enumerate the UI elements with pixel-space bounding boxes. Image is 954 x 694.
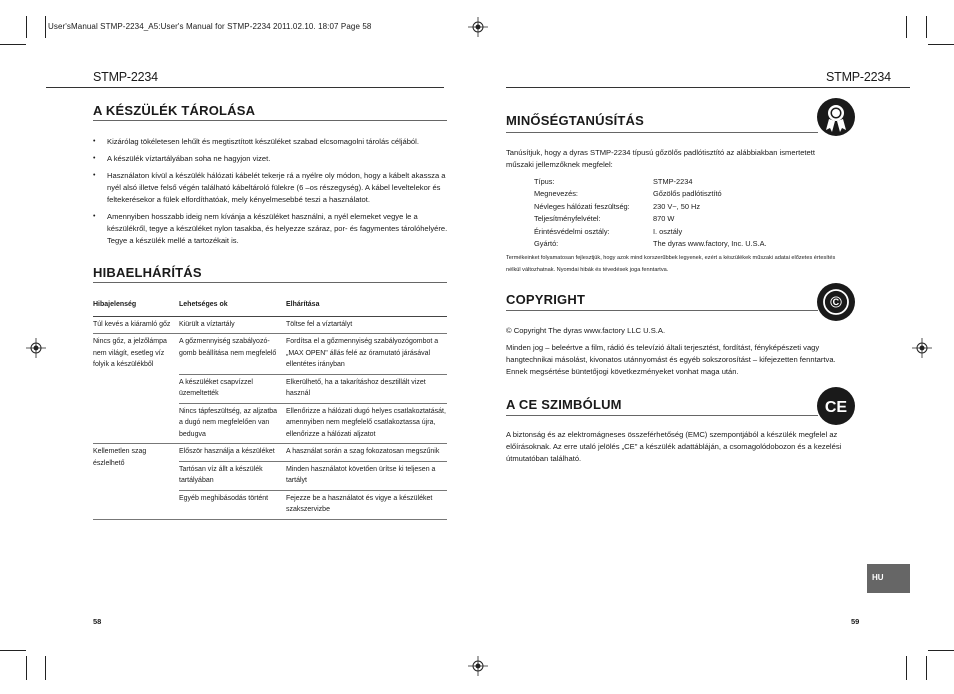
spec-value: The dyras www.factory, Inc. U.S.A. — [653, 239, 767, 249]
fix-cell: Elkerülhető, ha a takarításhoz desztillált vizet használ — [286, 374, 447, 403]
crop-mark — [928, 44, 954, 45]
crop-mark — [45, 656, 46, 680]
problem-cell: Nincs gőz, a jelzőlámpa nem világít, esetleg víz folyik a készülékből — [93, 334, 179, 444]
list-item: • Kizárólag tökéletesen lehűlt és megtisztított készüléket szabad elcsomagolni tárolás céljából. — [93, 136, 449, 148]
copyright-title-rule — [506, 310, 818, 311]
troubleshooting-title-rule — [93, 282, 447, 283]
fix-cell: Töltse fel a víztartályt — [286, 316, 447, 334]
spec-value: I. osztály — [653, 226, 683, 236]
spec-value: STMP-2234 — [653, 177, 693, 186]
registration-mark-icon — [26, 338, 46, 358]
crop-mark — [906, 16, 907, 38]
list-item: • Használaton kívül a készülék hálózati kábelét tekerje rá a nyélre oly módon, hogy a kábelt akassza a nyél alsó illetve felső végén található kábeltároló fülekre (6 –os részegység). A kábel leveltelekor és feltekerésekor a fülek elfordíthatóak, mely kényelmesebbé teszi a használatot. — [93, 170, 449, 206]
copyright-title: COPYRIGHT — [506, 292, 586, 307]
table-row — [93, 334, 447, 375]
header-rule-left — [46, 87, 444, 88]
copyright-symbol: © — [830, 294, 842, 312]
column-header: Hibajelenség — [93, 297, 179, 316]
spec-table — [534, 176, 767, 250]
list-item: • A készülék víztartályában soha ne hagyjon vizet. — [93, 153, 449, 165]
crop-mark — [926, 16, 927, 38]
fix-cell: A használat során a szag fokozatosan megszűnik — [286, 444, 447, 462]
storage-title: A KÉSZÜLÉK TÁROLÁSA — [93, 103, 256, 118]
crop-mark — [26, 16, 27, 38]
spec-value: 230 V~, 50 Hz — [653, 201, 701, 211]
table-row — [534, 176, 767, 188]
cause-cell: A készüléket csapvízzel üzemeltették — [179, 374, 286, 403]
copyright-symbol-icon — [816, 282, 856, 322]
copyright-text: Minden jog – beleértve a film, rádió és televízió általi terjesztést, fordítást, fényképészeti vagy hangtechnikai másolást, kivonatos utánnyomást és egyéb sokszorosítást – kifejezetten fenntartva. Ennek megsértése büntetőjogi következményeket vonhat maga után. — [506, 343, 836, 376]
crop-mark — [928, 650, 954, 651]
cause-cell: Először használja a készüléket — [179, 444, 286, 462]
cause-cell: A gőzmennyiség szabályozó-gomb beállítása nem megfelelő — [179, 334, 286, 375]
table-row — [93, 316, 447, 334]
crop-mark — [926, 656, 927, 680]
spec-label: Gyártó: — [534, 239, 559, 249]
spec-label: Típus: — [534, 177, 555, 186]
problem-cell: Túl kevés a kiáramló gőz — [93, 316, 179, 334]
troubleshooting-table — [93, 297, 447, 520]
page-number-left: 58 — [93, 617, 102, 626]
table-row — [534, 213, 767, 225]
header-rule-right — [506, 87, 910, 88]
spec-value: 870 W — [653, 214, 675, 224]
crop-mark — [906, 656, 907, 680]
language-tab-label: HU — [872, 573, 884, 582]
fix-cell: Minden használatot követően ürítse ki teljesen a tartályt — [286, 461, 447, 490]
cause-cell: Egyéb meghibásodás történt — [179, 490, 286, 519]
storage-bullets — [93, 136, 449, 252]
registration-mark-icon — [912, 338, 932, 358]
quality-note: Termékeinket folyamatosan fejlesztjük, hogy azok mind korszerűbbek legyenek, ezért a készülékek műszaki adatai előzetes értesítés nélkül változhatnak. Nyomdai hibák és tévedések joga fenntartva. — [506, 255, 836, 273]
column-header: Lehetséges ok — [179, 297, 286, 316]
column-header: Elhárítása — [286, 297, 447, 316]
table-row — [93, 444, 447, 462]
registration-mark-icon — [468, 656, 488, 676]
storage-title-rule — [93, 120, 447, 121]
ce-symbol: CE — [824, 399, 848, 416]
spec-label: Teljesítményfelvétel: — [534, 214, 601, 224]
registration-mark-icon — [468, 17, 488, 37]
cause-cell: Kiürült a víztartály — [179, 316, 286, 334]
cause-cell: Nincs tápfeszültség, az aljzatba a dugó nem megfelelően van bedugva — [179, 403, 286, 444]
table-row — [534, 226, 767, 238]
quality-title: MINŐSÉGTANÚSÍTÁS — [506, 113, 645, 128]
model-header-left: STMP-2234 — [93, 70, 158, 84]
spec-value: Gőzölős padlótisztító — [653, 189, 722, 199]
quality-title-rule — [506, 132, 818, 133]
spec-label: Névleges hálózati feszültség: — [534, 201, 630, 211]
ce-text: A biztonság és az elektromágneses összeférhetőség (EMC) szempontjából a készülék megfelel az előírásoknak. Az erre utaló jelölés „CE" a készülék adattábláján, a csomagolódobozon és a kezelési útmutatóban található. — [506, 430, 842, 463]
fix-cell: Fordítsa el a gőzmennyiség szabályozógombot a „MAX OPEN" állás felé az óramutató járásával ellentétes irányban — [286, 334, 447, 375]
crop-mark — [0, 650, 26, 651]
ce-mark-icon — [816, 386, 856, 426]
crop-mark — [26, 656, 27, 680]
table-row — [534, 188, 767, 200]
ce-title: A CE SZIMBÓLUM — [506, 397, 622, 412]
print-slug: User'sManual STMP-2234_A5:User's Manual for STMP-2234 2011.02.10. 18:07 Page 58 — [48, 22, 372, 31]
cause-cell: Tartósan víz állt a készülék tartályában — [179, 461, 286, 490]
table-row — [534, 201, 767, 213]
model-header-right: STMP-2234 — [826, 70, 891, 84]
ce-title-rule — [506, 415, 818, 416]
fix-cell: Ellenőrizze a hálózati dugó helyes csatlakoztatását, amennyiben nem megfelelő csatlakoztassa újra, ellenőrizze a hálózati aljzatot — [286, 403, 447, 444]
page-number-right: 59 — [851, 617, 860, 626]
quality-intro: Tanúsítjuk, hogy a dyras STMP-2234 típusú gőzölős padlótisztító az alábbiakban ismertetett műszaki jellemzőknek megfelel: — [506, 148, 815, 169]
problem-cell: Kellemetlen szag észlelhető — [93, 444, 179, 520]
ribbon-badge-icon — [816, 97, 856, 137]
list-item: • Amennyiben hosszabb ideig nem kívánja a készüléket használni, a nyél elemeket vegye le a készülékről, tegye a készüléket nylon tasakba, és helyezze száraz, por- és fagymentes tárolóhelyére. Tegye a készülék mellé a tartozékait is. — [93, 211, 449, 247]
crop-mark — [45, 16, 46, 38]
troubleshooting-title: HIBAELHÁRÍTÁS — [93, 265, 202, 280]
table-row — [534, 238, 767, 250]
spec-label: Érintésvédelmi osztály: — [534, 226, 610, 236]
crop-mark — [0, 44, 26, 45]
spec-label: Megnevezés: — [534, 189, 578, 199]
fix-cell: Fejezze be a használatot és vigye a készüléket szakszervizbe — [286, 490, 447, 519]
language-tab — [867, 564, 910, 593]
copyright-line: © Copyright The dyras www.factory LLC U.S.A. — [506, 326, 666, 335]
